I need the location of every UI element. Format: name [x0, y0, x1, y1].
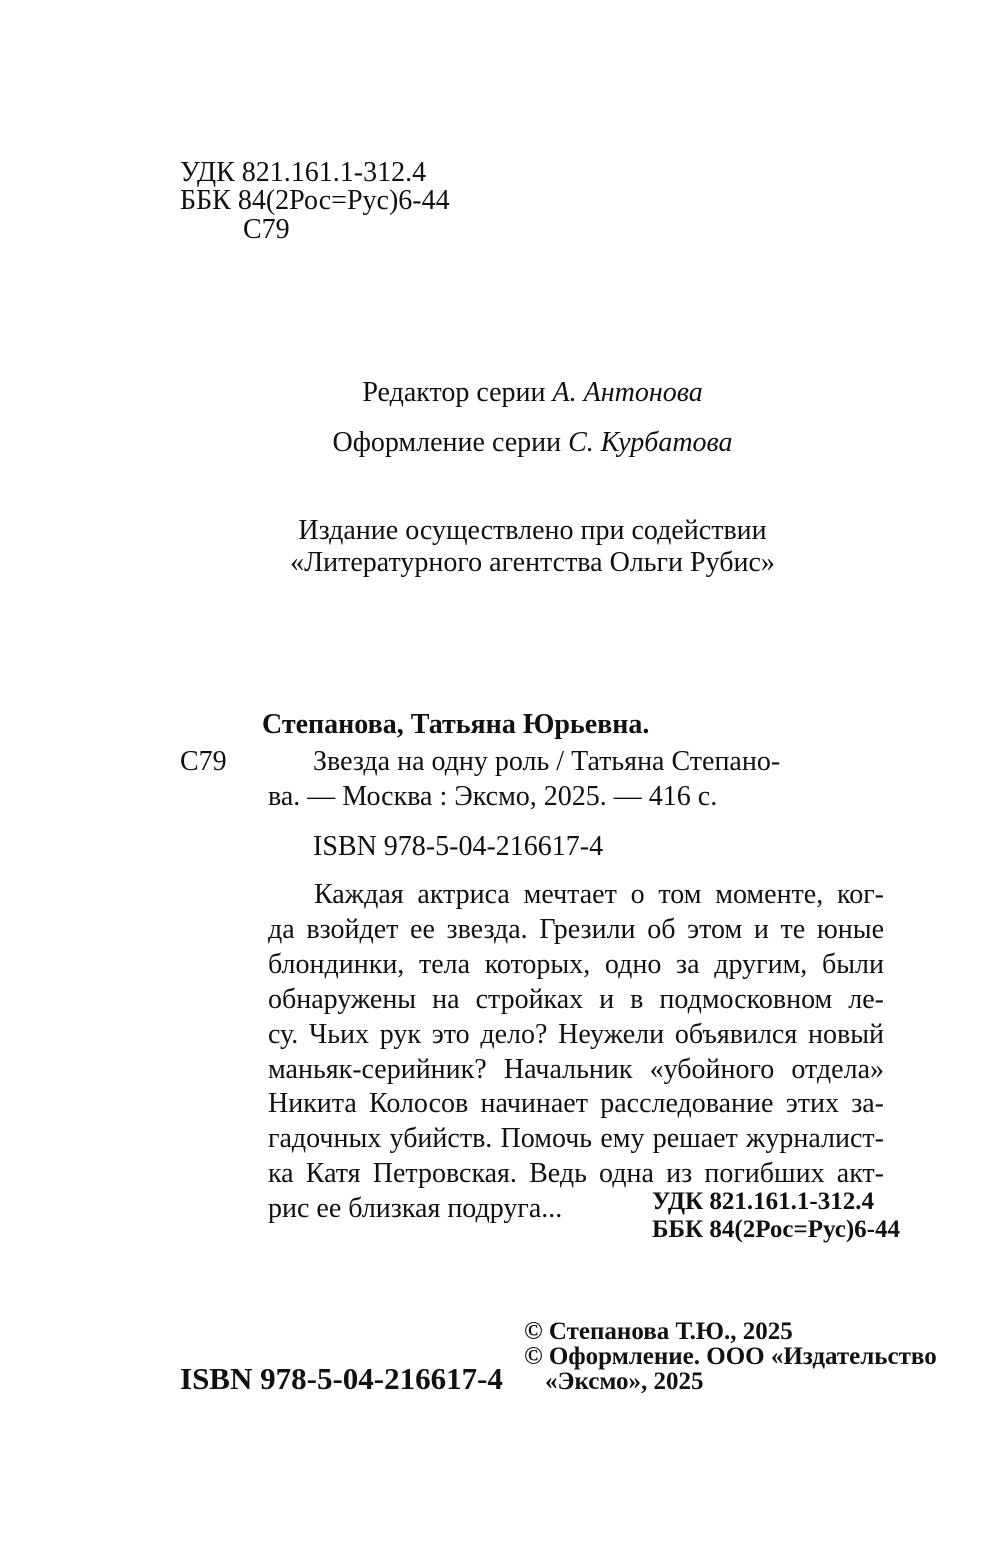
catalog-title-line-1: Звезда на одну роль / Татьяна Степано-: [313, 746, 781, 777]
bbk-code: ББК 84(2Рос=Рус)6-44: [180, 185, 450, 216]
series-design-label: Оформление серии: [332, 427, 562, 458]
copyright-publisher: «Эксмо», 2025: [545, 1368, 704, 1395]
catalog-title-line-2: ва. — Москва : Эксмо, 2025. — 416 с.: [268, 781, 718, 812]
annotation: [268, 878, 884, 1227]
series-design: [0, 426, 1000, 460]
annotation-line: су. Чьих рук это дело? Неужели объявился новый: [268, 1018, 884, 1050]
annotation-line: Никита Колосов начинает расследование этих за-: [268, 1088, 884, 1120]
series-editor: [0, 376, 1000, 410]
catalog-author-mark: С79: [180, 746, 227, 777]
support-line-2: «Литературного агентства Ольги Рубис»: [290, 547, 775, 578]
annotation-line: да взойдет ее звезда. Грезили об этом и те юные: [268, 913, 884, 945]
series-design-name: С. Курбатова: [568, 427, 733, 458]
annotation-line: маньяк-серийник? Начальник «убойного отдела»: [268, 1053, 884, 1085]
udk-code: УДК 821.161.1-312.4: [180, 157, 427, 188]
annotation-line: рис ее близкая подруга...: [268, 1193, 563, 1225]
author-mark: С79: [243, 214, 290, 245]
catalog-isbn: ISBN 978-5-04-216617-4: [313, 831, 604, 862]
footer-isbn: ISBN 978-5-04-216617-4: [180, 1361, 503, 1396]
annotation-line: ка Катя Петровская. Ведь одна из погибших акт-: [268, 1158, 884, 1190]
copyright-author: © Степанова Т.Ю., 2025: [524, 1318, 793, 1345]
annotation-line: блондинки, тела которых, одно за другим, были: [268, 948, 884, 980]
catalog-bbk: ББК 84(2Рос=Рус)6-44: [652, 1216, 900, 1243]
catalog-author-heading: Степанова, Татьяна Юрьевна.: [262, 709, 650, 740]
annotation-line: Каждая актриса мечтает о том моменте, ког-: [314, 879, 884, 910]
annotation-line: обнаружены на стройках и в подмосковном ле-: [268, 983, 884, 1015]
copyright-design: © Оформление. ООО «Издательство: [524, 1343, 937, 1370]
catalog-udk: УДК 821.161.1-312.4: [652, 1188, 874, 1215]
series-editor-label: Редактор серии: [362, 377, 546, 408]
support-line-1: Издание осуществлено при содействии: [298, 515, 767, 546]
series-editor-name: А. Антонова: [552, 377, 703, 408]
annotation-line: гадочных убийств. Помочь ему решает журналист-: [268, 1123, 884, 1155]
